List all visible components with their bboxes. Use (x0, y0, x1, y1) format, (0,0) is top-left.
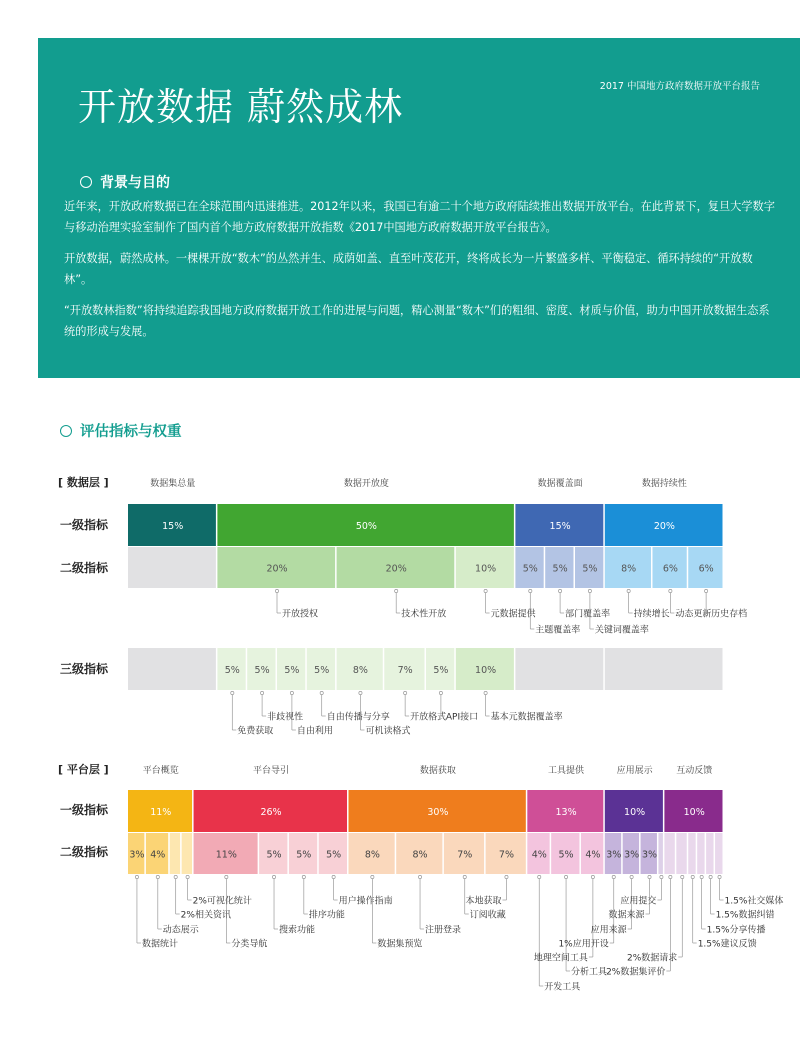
platform-level2-leader-label: 搜索功能 (279, 925, 316, 936)
platform-level2-leader-label: 应用来源 (590, 925, 627, 936)
platform-level2-segment (170, 833, 180, 874)
platform-level2-leader-label: 开发工具 (544, 982, 581, 993)
section-title: 背景与目的 (100, 175, 170, 191)
data-layer-label: [ 数据层 ] (58, 476, 109, 489)
platform-level2-leader-label: 1.5%社交媒体 (724, 896, 784, 907)
data-level2-value: 5% (552, 563, 568, 575)
data-level3-value: 5% (224, 665, 240, 676)
platform-level2-segment (697, 833, 704, 874)
row-label-level2: 二级指标 (60, 561, 109, 575)
data-level3-leader-label: 自由利用 (296, 726, 333, 737)
platform-level2-leader-dot (660, 875, 663, 878)
platform-level2-segment (706, 833, 713, 874)
platform-layer-label: [ 平台层 ] (58, 763, 109, 776)
data-level3-value: 5% (254, 665, 270, 676)
page-title: 开放数据 蔚然成林 (78, 85, 404, 129)
intro-paragraph-2: 开放数据，蔚然成林。一棵棵开放“数木”的丛然并生、成荫如盖、直至叶茂花开，终将成长为一片繁盛多样、平衡稳定、循环持续的“开放数林”。 (64, 252, 753, 286)
section-title: 评估指标与权重 (80, 424, 182, 440)
platform-level2-leader-dot (669, 875, 672, 878)
platform-level2-value: 3% (641, 849, 658, 861)
row-label-level1: 一级指标 (60, 803, 109, 817)
data-level3-leader-dot (439, 691, 442, 694)
data-level2-segment (128, 547, 216, 588)
platform-level2-leader-label: 2%可视化统计 (192, 896, 252, 907)
platform-level2-leader-label: 本地获取 (465, 896, 502, 907)
data-level2-leader-dot (484, 589, 487, 592)
data-level3-segment (605, 648, 723, 690)
data-level3-leader-dot (484, 691, 487, 694)
data-level2-leader-dot (705, 589, 708, 592)
category-label: 应用展示 (616, 766, 653, 776)
platform-level2-value: 3% (624, 849, 640, 861)
platform-level2-leader-label: 1.5%建议反馈 (697, 939, 757, 950)
data-level2-leader-dot (529, 589, 532, 592)
platform-level2-leader-label: 数据统计 (141, 939, 178, 950)
data-level3-segment (515, 648, 603, 690)
data-level1-value: 15% (162, 521, 184, 532)
platform-level2-value: 11% (215, 849, 237, 861)
platform-level2-leader-dot (718, 875, 721, 878)
data-level2-value: 8% (621, 563, 637, 575)
data-level3-leader-label: API接口 (445, 712, 479, 723)
platform-level2-leader-dot (186, 875, 189, 878)
data-level2-leader-label: 技术性开放 (401, 609, 447, 620)
platform-level2-segment (658, 833, 662, 874)
data-level2-leader-label: 关键词覆盖率 (594, 625, 649, 636)
data-level2-value: 6% (662, 563, 678, 575)
platform-level2-segment (664, 833, 674, 874)
category-label: 平台导引 (253, 766, 290, 776)
platform-level2-leader-dot (630, 875, 633, 878)
platform-level2-value: 8% (364, 849, 380, 861)
platform-level2-value: 4% (585, 849, 601, 861)
platform-level2-value: 5% (296, 849, 312, 861)
platform-level2-leader-label: 分类导航 (231, 939, 268, 950)
data-level1-value: 50% (355, 521, 377, 532)
data-level3-leader-dot (359, 691, 362, 694)
platform-level2-leader-label: 应用提交 (620, 896, 657, 907)
platform-level2-leader-label: 1.5%数据纠错 (715, 910, 775, 921)
data-level3-leader-dot (320, 691, 323, 694)
platform-level2-leader-dot (691, 875, 694, 878)
platform-level2-leader-dot (648, 875, 651, 878)
row-label-level2: 二级指标 (60, 845, 109, 859)
platform-level2-leader-dot (591, 875, 594, 878)
platform-level2-leader-dot (700, 875, 703, 878)
data-level2-value: 20% (266, 563, 288, 575)
platform-level2-leader-dot (156, 875, 159, 878)
data-level2-leader-label: 部门覆盖率 (565, 609, 611, 620)
data-level3-leader-dot (404, 691, 407, 694)
data-level2-leader-dot (669, 589, 672, 592)
data-level2-leader-dot (275, 589, 278, 592)
data-level3-leader-dot (290, 691, 293, 694)
category-label: 平台概览 (142, 766, 179, 776)
data-level3-leader-label: 免费获取 (237, 726, 274, 737)
data-level2-leader-label: 持续增长 (633, 609, 670, 620)
platform-level2-leader-label: 订阅收藏 (469, 910, 506, 921)
platform-level2-leader-label: 2%相关资讯 (180, 910, 231, 921)
platform-level2-leader-dot (332, 875, 335, 878)
data-level2-leader-dot (395, 589, 398, 592)
data-level3-leader-label: 基本元数据覆盖率 (490, 712, 563, 723)
platform-level2-value: 3% (606, 849, 622, 861)
data-level3-leader-label: 可机读格式 (365, 726, 411, 737)
platform-level2-value: 8% (412, 849, 428, 861)
platform-level2-value: 7% (498, 849, 514, 861)
platform-level2-leader-label: 注册登录 (425, 925, 462, 936)
platform-level2-leader-dot (174, 875, 177, 878)
platform-level2-leader-label: 排序功能 (308, 910, 345, 921)
platform-level2-leader-dot (538, 875, 541, 878)
data-level1-value: 15% (549, 521, 571, 532)
platform-level1-value: 13% (555, 807, 577, 818)
category-label: 数据获取 (419, 766, 456, 776)
category-label: 数据集总量 (150, 479, 196, 489)
data-level2-value: 20% (385, 563, 407, 575)
platform-level2-leader-dot (612, 875, 615, 878)
platform-level1-value: 30% (427, 807, 449, 818)
data-level2-value: 5% (582, 563, 598, 575)
category-label: 数据开放度 (343, 479, 389, 489)
platform-level2-leader-dot (225, 875, 228, 878)
data-level2-leader-dot (588, 589, 591, 592)
platform-level1-value: 11% (150, 807, 172, 818)
platform-level2-leader-dot (681, 875, 684, 878)
platform-level1-value: 10% (624, 807, 646, 818)
platform-level2-leader-dot (302, 875, 305, 878)
category-label: 工具提供 (548, 766, 585, 776)
platform-level2-leader-label: 地理空间工具 (533, 953, 588, 964)
data-level3-segment (128, 648, 216, 690)
data-level3-value: 5% (284, 665, 300, 676)
data-level3-value: 5% (433, 665, 449, 676)
data-level2-leader-label: 动态更新 (675, 609, 712, 620)
data-level3-value: 5% (314, 665, 330, 676)
platform-level2-value: 7% (457, 849, 473, 861)
row-label-level3: 三级指标 (60, 662, 109, 676)
platform-level2-segment (688, 833, 695, 874)
platform-level2-leader-label: 1%应用开设 (558, 939, 609, 950)
platform-level2-leader-dot (418, 875, 421, 878)
platform-level2-value: 4% (150, 849, 166, 861)
platform-level2-leader-dot (371, 875, 374, 878)
platform-level2-leader-dot (709, 875, 712, 878)
data-level2-leader-label: 元数据提供 (490, 609, 536, 620)
platform-level2-leader-dot (564, 875, 567, 878)
data-level2-value: 10% (475, 563, 497, 575)
category-label: 数据覆盖面 (537, 479, 583, 489)
platform-level2-leader-label: 数据集预览 (377, 939, 423, 950)
data-level2-leader-dot (627, 589, 630, 592)
data-level1-value: 20% (653, 521, 675, 532)
platform-level2-leader-label: 2%数据请求 (626, 953, 678, 964)
platform-level2-leader-dot (272, 875, 275, 878)
platform-level2-leader-label: 2%数据集评价 (606, 967, 666, 978)
report-subtitle: 2017 中国地方政府数据开放平台报告 (599, 81, 760, 92)
data-level2-value: 5% (522, 563, 538, 575)
category-label: 互动反馈 (676, 766, 713, 776)
data-level3-leader-label: 开放格式 (410, 712, 447, 723)
platform-level1-value: 26% (260, 807, 282, 818)
platform-level2-leader-label: 用户操作指南 (338, 896, 393, 907)
data-level2-leader-label: 历史存档 (711, 609, 748, 620)
data-level3-value: 10% (475, 665, 497, 676)
data-level3-leader-dot (231, 691, 234, 694)
platform-level2-segment (182, 833, 192, 874)
platform-level2-segment (715, 833, 722, 874)
data-level2-value: 6% (698, 563, 714, 575)
data-level2-leader-label: 主题覆盖率 (535, 625, 581, 636)
platform-level2-value: 4% (531, 849, 547, 861)
platform-level2-leader-dot (505, 875, 508, 878)
platform-level2-value: 5% (266, 849, 282, 861)
category-label: 数据持续性 (641, 479, 687, 489)
intro-paragraph-1: 近年来，开放政府数据已在全球范围内迅速推进。2012年以来，我国已有逾二十个地方政府陆续推出数据开放平台。在此背景下，复旦大学数字与移动治理实验室制作了国内首个地方政府数据开放指数《2017中国地方政府数据开放平台报告》。 (64, 200, 775, 234)
platform-level2-leader-label: 1.5%分享传播 (706, 925, 766, 936)
intro-paragraph-3: “开放数林指数”将持续追踪我国地方政府数据开放工作的进展与问题，精心测量“数木”们的粗细、密度、材质与价值，助力中国开放数据生态系统的形成与发展。 (64, 304, 770, 338)
data-level2-leader-label: 开放授权 (282, 609, 319, 620)
data-level3-leader-dot (261, 691, 264, 694)
platform-level2-leader-label: 数据来源 (608, 910, 645, 921)
platform-level2-leader-label: 动态展示 (162, 925, 199, 936)
platform-level2-segment (676, 833, 686, 874)
platform-level2-value: 5% (326, 849, 342, 861)
data-level3-leader-label: 自由传播与分享 (326, 712, 390, 723)
data-level3-value: 7% (397, 665, 413, 676)
data-level3-leader-label: 非歧视性 (267, 712, 304, 723)
platform-level2-leader-dot (463, 875, 466, 878)
platform-level2-value: 3% (129, 849, 145, 861)
platform-level2-value: 5% (558, 849, 574, 861)
data-level3-value: 8% (352, 665, 368, 676)
data-level2-leader-dot (559, 589, 562, 592)
row-label-level1: 一级指标 (60, 518, 109, 532)
platform-level2-leader-dot (135, 875, 138, 878)
platform-level1-value: 10% (683, 807, 705, 818)
platform-level2-leader-label: 分析工具 (571, 967, 608, 978)
